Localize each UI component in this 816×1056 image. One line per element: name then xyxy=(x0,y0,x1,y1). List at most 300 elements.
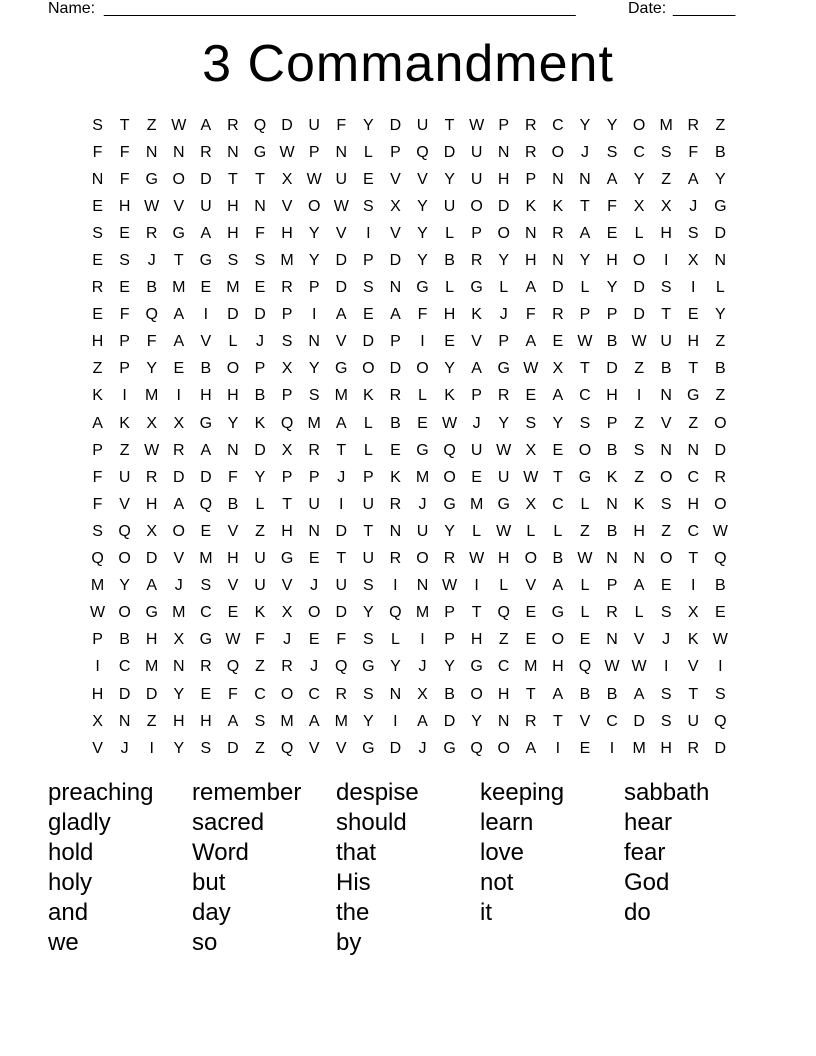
grid-letter[interactable]: O xyxy=(172,522,185,540)
grid-letter[interactable]: G xyxy=(416,441,429,459)
grid-letter[interactable]: G xyxy=(362,658,375,676)
grid-letter[interactable]: N xyxy=(606,550,618,568)
grid-letter[interactable]: L xyxy=(634,604,644,622)
grid-letter[interactable]: I xyxy=(691,577,696,595)
grid-letter[interactable]: G xyxy=(416,279,429,297)
grid-letter[interactable]: N xyxy=(254,197,266,215)
grid-letter[interactable]: F xyxy=(228,468,238,486)
grid-letter[interactable]: G xyxy=(172,224,185,242)
grid-letter[interactable]: E xyxy=(417,414,428,432)
grid-letter[interactable]: O xyxy=(280,685,294,703)
grid-letter[interactable]: R xyxy=(281,279,293,297)
grid-letter[interactable]: I xyxy=(122,387,127,405)
grid-letter[interactable]: V xyxy=(281,577,293,595)
grid-letter[interactable]: T xyxy=(282,495,292,513)
grid-letter[interactable]: M xyxy=(172,604,186,622)
grid-letter[interactable]: R xyxy=(389,495,402,513)
grid-letter[interactable]: M xyxy=(334,712,348,730)
grid-letter[interactable]: L xyxy=(445,224,454,242)
grid-letter[interactable]: N xyxy=(308,522,320,540)
grid-letter[interactable]: P xyxy=(308,468,320,486)
grid-letter[interactable]: U xyxy=(335,577,348,595)
grid-letter[interactable]: T xyxy=(173,252,184,270)
grid-letter[interactable]: O xyxy=(118,604,131,622)
grid-letter[interactable]: U xyxy=(308,116,320,134)
grid-letter[interactable]: A xyxy=(92,414,103,432)
grid-letter[interactable]: H xyxy=(470,631,483,649)
grid-letter[interactable]: R xyxy=(687,116,700,134)
grid-letter[interactable]: H xyxy=(91,685,104,703)
grid-letter[interactable]: L xyxy=(363,414,373,432)
grid-letter[interactable]: D xyxy=(389,739,402,757)
grid-letter[interactable]: J xyxy=(310,577,319,595)
grid-letter[interactable]: S xyxy=(281,333,293,351)
grid-letter[interactable]: E xyxy=(552,441,564,459)
grid-letter[interactable]: W xyxy=(631,333,647,351)
grid-letter[interactable]: M xyxy=(145,387,159,405)
grid-letter[interactable]: B xyxy=(390,414,401,432)
grid-letter[interactable]: Y xyxy=(417,252,428,270)
grid-letter[interactable]: R xyxy=(145,224,158,242)
grid-letter[interactable]: I xyxy=(203,306,209,324)
grid-letter[interactable]: V xyxy=(525,577,537,595)
grid-letter[interactable]: C xyxy=(254,685,266,703)
grid-letter[interactable]: N xyxy=(552,170,564,188)
grid-letter[interactable]: X xyxy=(687,604,699,622)
grid-letter[interactable]: T xyxy=(363,522,374,540)
grid-letter[interactable]: Q xyxy=(714,712,727,730)
grid-letter[interactable]: D xyxy=(633,712,645,730)
grid-letter[interactable]: A xyxy=(579,224,591,242)
grid-letter[interactable]: O xyxy=(118,550,131,568)
grid-letter[interactable]: V xyxy=(308,739,320,757)
grid-letter[interactable]: I xyxy=(149,739,154,757)
grid-letter[interactable]: S xyxy=(525,414,537,432)
grid-letter[interactable]: E xyxy=(471,468,482,486)
grid-letter[interactable]: E xyxy=(687,306,699,324)
grid-letter[interactable]: F xyxy=(336,631,347,649)
grid-letter[interactable]: T xyxy=(471,604,482,622)
grid-letter[interactable]: N xyxy=(606,631,618,649)
grid-letter[interactable]: L xyxy=(580,279,590,297)
grid-letter[interactable]: S xyxy=(92,522,103,540)
grid-letter[interactable]: H xyxy=(281,224,293,242)
grid-letter[interactable]: O xyxy=(470,197,483,215)
grid-letter[interactable]: V xyxy=(687,658,699,676)
grid-letter[interactable]: P xyxy=(471,387,482,405)
grid-letter[interactable]: E xyxy=(525,631,537,649)
grid-letter[interactable]: R xyxy=(687,739,700,757)
grid-letter[interactable]: I xyxy=(339,495,344,513)
grid-letter[interactable]: O xyxy=(497,739,510,757)
grid-letter[interactable]: A xyxy=(552,685,564,703)
grid-letter[interactable]: I xyxy=(420,333,425,351)
grid-letter[interactable]: W xyxy=(144,441,160,459)
grid-letter[interactable]: N xyxy=(497,712,510,730)
grid-letter[interactable]: F xyxy=(119,170,130,188)
grid-letter[interactable]: M xyxy=(280,252,294,270)
grid-letter[interactable]: U xyxy=(470,170,483,188)
grid-letter[interactable]: T xyxy=(444,116,455,134)
grid-letter[interactable]: E xyxy=(715,604,726,622)
grid-letter[interactable]: H xyxy=(497,550,510,568)
grid-letter[interactable]: D xyxy=(714,441,727,459)
grid-letter[interactable]: U xyxy=(687,712,700,730)
grid-letter[interactable]: O xyxy=(524,550,538,568)
grid-letter[interactable]: V xyxy=(281,197,293,215)
grid-letter[interactable]: P xyxy=(281,468,293,486)
grid-letter[interactable]: R xyxy=(606,604,618,622)
grid-letter[interactable]: X xyxy=(281,360,293,378)
grid-letter[interactable]: U xyxy=(470,143,483,161)
grid-letter[interactable]: D xyxy=(118,685,131,703)
grid-letter[interactable]: I xyxy=(555,739,561,757)
grid-letter[interactable]: P xyxy=(525,170,537,188)
grid-letter[interactable]: F xyxy=(417,306,428,324)
grid-letter[interactable]: M xyxy=(415,468,430,486)
grid-letter[interactable]: D xyxy=(227,739,239,757)
grid-letter[interactable]: S xyxy=(579,414,591,432)
grid-letter[interactable]: Q xyxy=(578,658,592,676)
grid-letter[interactable]: Z xyxy=(146,116,157,134)
grid-letter[interactable]: K xyxy=(92,387,103,405)
grid-letter[interactable]: N xyxy=(552,252,564,270)
grid-letter[interactable]: U xyxy=(254,577,266,595)
grid-letter[interactable]: R xyxy=(443,550,456,568)
grid-letter[interactable]: P xyxy=(281,306,293,324)
grid-letter[interactable]: G xyxy=(280,550,294,568)
grid-letter[interactable]: R xyxy=(200,143,212,161)
grid-letter[interactable]: L xyxy=(526,522,536,540)
grid-letter[interactable]: E xyxy=(362,306,374,324)
grid-letter[interactable]: R xyxy=(552,306,564,324)
grid-letter[interactable]: W xyxy=(523,468,539,486)
grid-letter[interactable]: A xyxy=(200,441,212,459)
grid-letter[interactable]: J xyxy=(499,306,508,324)
grid-letter[interactable]: P xyxy=(444,631,455,649)
grid-letter[interactable]: O xyxy=(172,170,185,188)
grid-letter[interactable]: B xyxy=(715,360,726,378)
grid-letter[interactable]: P xyxy=(119,333,130,351)
grid-letter[interactable]: N xyxy=(389,685,402,703)
grid-letter[interactable]: Z xyxy=(688,414,699,432)
name-field[interactable]: _____________________________________________________ xyxy=(104,0,576,17)
grid-letter[interactable]: Q xyxy=(145,306,158,324)
grid-letter[interactable]: Q xyxy=(389,604,402,622)
grid-letter[interactable]: T xyxy=(580,360,590,378)
grid-letter[interactable]: N xyxy=(416,577,429,595)
grid-letter[interactable]: Y xyxy=(308,360,320,378)
grid-letter[interactable]: W xyxy=(89,604,106,622)
grid-letter[interactable]: D xyxy=(362,333,375,351)
grid-letter[interactable]: O xyxy=(714,414,727,432)
grid-letter[interactable]: O xyxy=(632,252,646,270)
grid-letter[interactable]: I xyxy=(176,387,181,405)
grid-letter[interactable]: S xyxy=(92,224,103,242)
grid-letter[interactable]: N xyxy=(606,495,618,513)
grid-letter[interactable]: O xyxy=(307,604,321,622)
grid-letter[interactable]: S xyxy=(119,252,130,270)
grid-letter[interactable]: G xyxy=(443,739,456,757)
grid-letter[interactable]: D xyxy=(172,468,185,486)
grid-letter[interactable]: V xyxy=(335,739,347,757)
grid-letter[interactable]: O xyxy=(362,360,375,378)
grid-letter[interactable]: F xyxy=(146,333,157,351)
grid-letter[interactable]: X xyxy=(525,495,537,513)
grid-letter[interactable]: Q xyxy=(443,441,456,459)
grid-letter[interactable]: L xyxy=(580,577,590,595)
grid-letter[interactable]: C xyxy=(687,522,700,540)
grid-letter[interactable]: I xyxy=(663,658,669,676)
grid-letter[interactable]: F xyxy=(119,143,130,161)
grid-letter[interactable]: D xyxy=(335,604,348,622)
grid-letter[interactable]: S xyxy=(660,279,672,297)
grid-letter[interactable]: H xyxy=(172,712,185,730)
grid-letter[interactable]: D xyxy=(633,279,645,297)
grid-letter[interactable]: X xyxy=(525,441,537,459)
grid-letter[interactable]: U xyxy=(254,550,266,568)
grid-letter[interactable]: G xyxy=(362,739,375,757)
grid-letter[interactable]: I xyxy=(691,279,696,297)
grid-letter[interactable]: S xyxy=(687,224,699,242)
grid-letter[interactable]: M xyxy=(280,712,294,730)
grid-letter[interactable]: G xyxy=(497,360,510,378)
grid-letter[interactable]: B xyxy=(715,143,726,161)
grid-letter[interactable]: N xyxy=(525,224,537,242)
grid-letter[interactable]: M xyxy=(226,279,240,297)
grid-letter[interactable]: G xyxy=(497,495,510,513)
grid-letter[interactable]: E xyxy=(444,333,455,351)
grid-letter[interactable]: X xyxy=(281,170,293,188)
grid-letter[interactable]: F xyxy=(607,197,617,215)
grid-letter[interactable]: Z xyxy=(498,631,509,649)
grid-letter[interactable]: Q xyxy=(280,414,294,432)
grid-letter[interactable]: T xyxy=(688,550,699,568)
grid-letter[interactable]: H xyxy=(118,197,131,215)
grid-letter[interactable]: D xyxy=(335,252,348,270)
grid-letter[interactable]: W xyxy=(442,577,458,595)
grid-letter[interactable]: D xyxy=(443,712,456,730)
grid-letter[interactable]: R xyxy=(525,712,537,730)
grid-letter[interactable]: J xyxy=(472,414,481,432)
grid-letter[interactable]: E xyxy=(308,550,320,568)
grid-letter[interactable]: S xyxy=(660,495,672,513)
grid-letter[interactable]: U xyxy=(335,170,348,188)
grid-letter[interactable]: I xyxy=(663,252,669,270)
grid-letter[interactable]: K xyxy=(471,306,482,324)
grid-letter[interactable]: M xyxy=(307,414,321,432)
grid-letter[interactable]: Y xyxy=(146,360,158,378)
grid-letter[interactable]: B xyxy=(660,360,672,378)
grid-letter[interactable]: Y xyxy=(417,197,428,215)
grid-letter[interactable]: X xyxy=(173,631,185,649)
grid-letter[interactable]: Y xyxy=(444,170,455,188)
grid-letter[interactable]: Z xyxy=(146,712,157,730)
grid-letter[interactable]: B xyxy=(444,685,455,703)
grid-letter[interactable]: M xyxy=(415,604,430,622)
grid-letter[interactable]: O xyxy=(659,468,673,486)
grid-letter[interactable]: H xyxy=(687,333,700,351)
grid-letter[interactable]: T xyxy=(688,685,699,703)
grid-letter[interactable]: V xyxy=(390,224,401,242)
grid-letter[interactable]: H xyxy=(606,252,618,270)
grid-letter[interactable]: J xyxy=(147,252,156,270)
grid-letter[interactable]: Q xyxy=(253,116,267,134)
grid-letter[interactable]: P xyxy=(606,577,618,595)
grid-letter[interactable]: N xyxy=(714,252,727,270)
grid-letter[interactable]: O xyxy=(416,550,429,568)
grid-letter[interactable]: Y xyxy=(417,224,428,242)
grid-letter[interactable]: W xyxy=(496,522,512,540)
grid-letter[interactable]: R xyxy=(389,387,402,405)
grid-letter[interactable]: D xyxy=(281,116,293,134)
grid-letter[interactable]: U xyxy=(470,441,483,459)
grid-letter[interactable]: M xyxy=(199,550,213,568)
grid-letter[interactable]: O xyxy=(226,360,240,378)
grid-letter[interactable]: L xyxy=(255,495,265,513)
grid-letter[interactable]: D xyxy=(714,224,727,242)
grid-letter[interactable]: Y xyxy=(444,360,455,378)
grid-letter[interactable]: W xyxy=(225,631,241,649)
grid-letter[interactable]: H xyxy=(200,712,212,730)
grid-letter[interactable]: V xyxy=(417,170,428,188)
grid-letter[interactable]: N xyxy=(91,170,104,188)
grid-letter[interactable]: P xyxy=(308,143,320,161)
grid-letter[interactable]: P xyxy=(390,333,401,351)
grid-letter[interactable]: X xyxy=(687,252,699,270)
grid-letter[interactable]: B xyxy=(227,495,239,513)
grid-letter[interactable]: V xyxy=(119,495,130,513)
grid-letter[interactable]: Z xyxy=(255,658,265,676)
grid-letter[interactable]: T xyxy=(255,170,265,188)
grid-letter[interactable]: S xyxy=(254,252,266,270)
grid-letter[interactable]: Z xyxy=(715,387,726,405)
grid-letter[interactable]: I xyxy=(636,387,642,405)
grid-letter[interactable]: A xyxy=(200,224,212,242)
grid-letter[interactable]: Q xyxy=(497,604,510,622)
grid-letter[interactable]: L xyxy=(390,631,400,649)
grid-letter[interactable]: D xyxy=(497,197,510,215)
grid-letter[interactable]: U xyxy=(416,522,429,540)
grid-letter[interactable]: F xyxy=(119,306,130,324)
grid-letter[interactable]: Y xyxy=(579,116,591,134)
grid-letter[interactable]: K xyxy=(390,468,401,486)
grid-letter[interactable]: H xyxy=(145,495,158,513)
grid-letter[interactable]: A xyxy=(335,414,347,432)
grid-letter[interactable]: H xyxy=(660,224,672,242)
grid-letter[interactable]: I xyxy=(366,224,371,242)
grid-letter[interactable]: Y xyxy=(362,116,374,134)
grid-letter[interactable]: C xyxy=(118,658,131,676)
grid-letter[interactable]: K xyxy=(606,468,618,486)
grid-letter[interactable]: H xyxy=(443,306,456,324)
grid-letter[interactable]: N xyxy=(172,143,185,161)
grid-letter[interactable]: L xyxy=(445,279,454,297)
grid-letter[interactable]: B xyxy=(606,441,618,459)
grid-letter[interactable]: O xyxy=(443,468,456,486)
grid-letter[interactable]: O xyxy=(497,224,510,242)
grid-letter[interactable]: R xyxy=(389,550,402,568)
grid-letter[interactable]: E xyxy=(200,279,212,297)
grid-letter[interactable]: Y xyxy=(254,468,266,486)
grid-letter[interactable]: Z xyxy=(715,116,726,134)
grid-letter[interactable]: C xyxy=(687,468,700,486)
grid-letter[interactable]: M xyxy=(145,658,159,676)
grid-letter[interactable]: G xyxy=(199,631,213,649)
grid-letter[interactable]: N xyxy=(227,143,239,161)
grid-letter[interactable]: W xyxy=(523,360,539,378)
grid-letter[interactable]: T xyxy=(552,712,563,730)
grid-letter[interactable]: W xyxy=(604,658,620,676)
grid-letter[interactable]: M xyxy=(659,116,673,134)
grid-letter[interactable]: D xyxy=(335,522,348,540)
grid-letter[interactable]: I xyxy=(95,658,100,676)
grid-letter[interactable]: K xyxy=(119,414,130,432)
grid-letter[interactable]: R xyxy=(172,441,185,459)
grid-letter[interactable]: G xyxy=(199,414,213,432)
grid-letter[interactable]: Y xyxy=(498,414,510,432)
grid-letter[interactable]: J xyxy=(580,143,589,161)
grid-letter[interactable]: V xyxy=(173,550,185,568)
grid-letter[interactable]: P xyxy=(254,360,266,378)
grid-letter[interactable]: N xyxy=(145,143,158,161)
grid-letter[interactable]: L xyxy=(580,604,590,622)
grid-letter[interactable]: W xyxy=(306,170,322,188)
grid-letter[interactable]: O xyxy=(551,631,565,649)
grid-letter[interactable]: U xyxy=(118,468,131,486)
grid-letter[interactable]: J xyxy=(418,658,427,676)
grid-letter[interactable]: E xyxy=(362,170,374,188)
grid-letter[interactable]: S xyxy=(254,712,266,730)
grid-letter[interactable]: L xyxy=(363,143,373,161)
grid-letter[interactable]: D xyxy=(443,143,456,161)
grid-letter[interactable]: P xyxy=(579,306,591,324)
grid-letter[interactable]: Q xyxy=(714,550,727,568)
grid-letter[interactable]: Q xyxy=(118,522,131,540)
grid-letter[interactable]: B xyxy=(146,279,158,297)
grid-letter[interactable]: D xyxy=(552,279,564,297)
grid-letter[interactable]: Y xyxy=(471,712,482,730)
grid-letter[interactable]: K xyxy=(552,197,564,215)
grid-letter[interactable]: J xyxy=(310,658,319,676)
grid-letter[interactable]: U xyxy=(497,468,510,486)
grid-letter[interactable]: S xyxy=(362,631,374,649)
grid-letter[interactable]: F xyxy=(255,631,265,649)
grid-letter[interactable]: D xyxy=(714,739,727,757)
grid-letter[interactable]: J xyxy=(689,197,698,215)
grid-letter[interactable]: L xyxy=(715,279,725,297)
grid-letter[interactable]: W xyxy=(712,522,728,540)
grid-letter[interactable]: A xyxy=(633,577,645,595)
grid-letter[interactable]: H xyxy=(200,387,212,405)
grid-letter[interactable]: G xyxy=(145,170,158,188)
grid-letter[interactable]: O xyxy=(551,143,565,161)
grid-letter[interactable]: R xyxy=(525,116,537,134)
grid-letter[interactable]: B xyxy=(254,387,266,405)
grid-letter[interactable]: A xyxy=(390,306,401,324)
grid-letter[interactable]: X xyxy=(552,360,564,378)
grid-letter[interactable]: N xyxy=(633,550,645,568)
grid-letter[interactable]: J xyxy=(120,739,129,757)
grid-letter[interactable]: R xyxy=(308,441,320,459)
grid-letter[interactable]: G xyxy=(551,604,565,622)
grid-letter[interactable]: A xyxy=(552,387,564,405)
grid-letter[interactable]: U xyxy=(362,550,375,568)
grid-letter[interactable]: V xyxy=(660,414,672,432)
grid-letter[interactable]: Y xyxy=(715,306,726,324)
grid-letter[interactable]: F xyxy=(336,116,347,134)
grid-letter[interactable]: V xyxy=(633,631,645,649)
